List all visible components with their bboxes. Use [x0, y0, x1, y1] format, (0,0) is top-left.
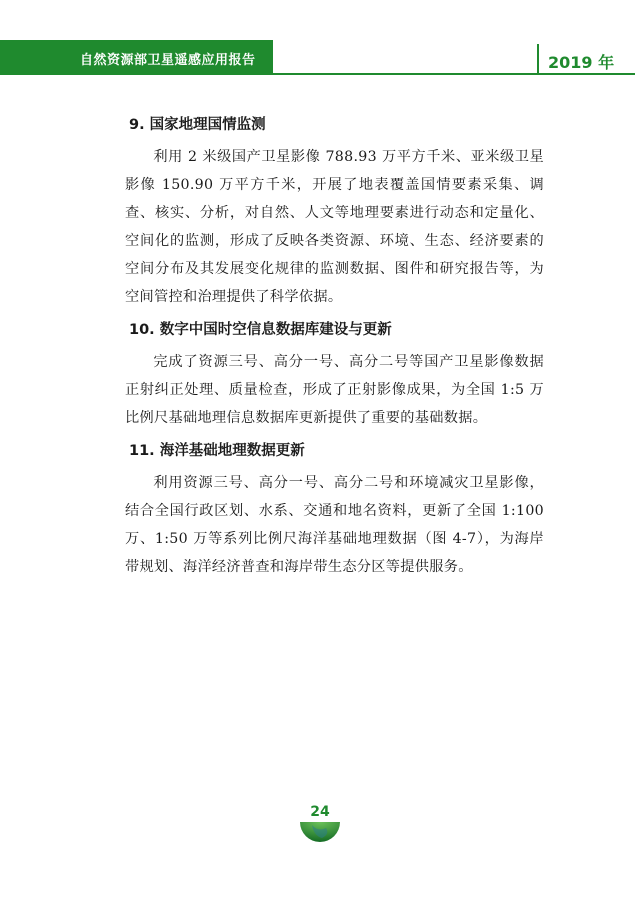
section-heading: 9. 国家地理国情监测 — [129, 117, 266, 133]
section-paragraph: 完成了资源三号、高分一号、高分二号等国产卫星影像数据正射纠正处理、质量检查，形成了正射影像成果，为全国 1:5 万比例尺基础地理信息数据库更新提供了重要的基础数据。 — [125, 354, 544, 426]
section-11 — [125, 438, 544, 581]
header-rule — [0, 73, 635, 75]
page-content — [125, 112, 544, 587]
globe-icon — [298, 822, 342, 844]
report-year: 2019 年 — [548, 53, 615, 72]
section-paragraph: 利用资源三号、高分一号、高分二号和环境减灾卫星影像，结合全国行政区划、水系、交通和地名资料，更新了全国 1:100 万、1:50 万等系列比例尺海洋基础地理数据（图 4-7），为海岸带规划、海洋经济普查和海岸带生态分区等提供服务。 — [125, 475, 544, 575]
section-10 — [125, 317, 544, 432]
section-heading: 11. 海洋基础地理数据更新 — [129, 443, 305, 459]
section-heading: 10. 数字中国时空信息数据库建设与更新 — [129, 322, 392, 338]
section-9 — [125, 112, 544, 311]
report-title: 自然资源部卫星遥感应用报告 — [80, 53, 256, 68]
header-divider — [537, 44, 539, 74]
page-number: 24 — [310, 804, 330, 820]
section-paragraph: 利用 2 米级国产卫星影像 788.93 万平方千米、亚米级卫星影像 150.90 万平方千米，开展了地表覆盖国情要素采集、调查、核实、分析，对自然、人文等地理要素进行动态和定量化、空间化的监测，形成了反映各类资源、环境、生态、经济要素的空间分布及其发展变化规律的监测数据、图件和研究报告等，为空间管控和治理提供了科学依据。 — [125, 149, 544, 305]
